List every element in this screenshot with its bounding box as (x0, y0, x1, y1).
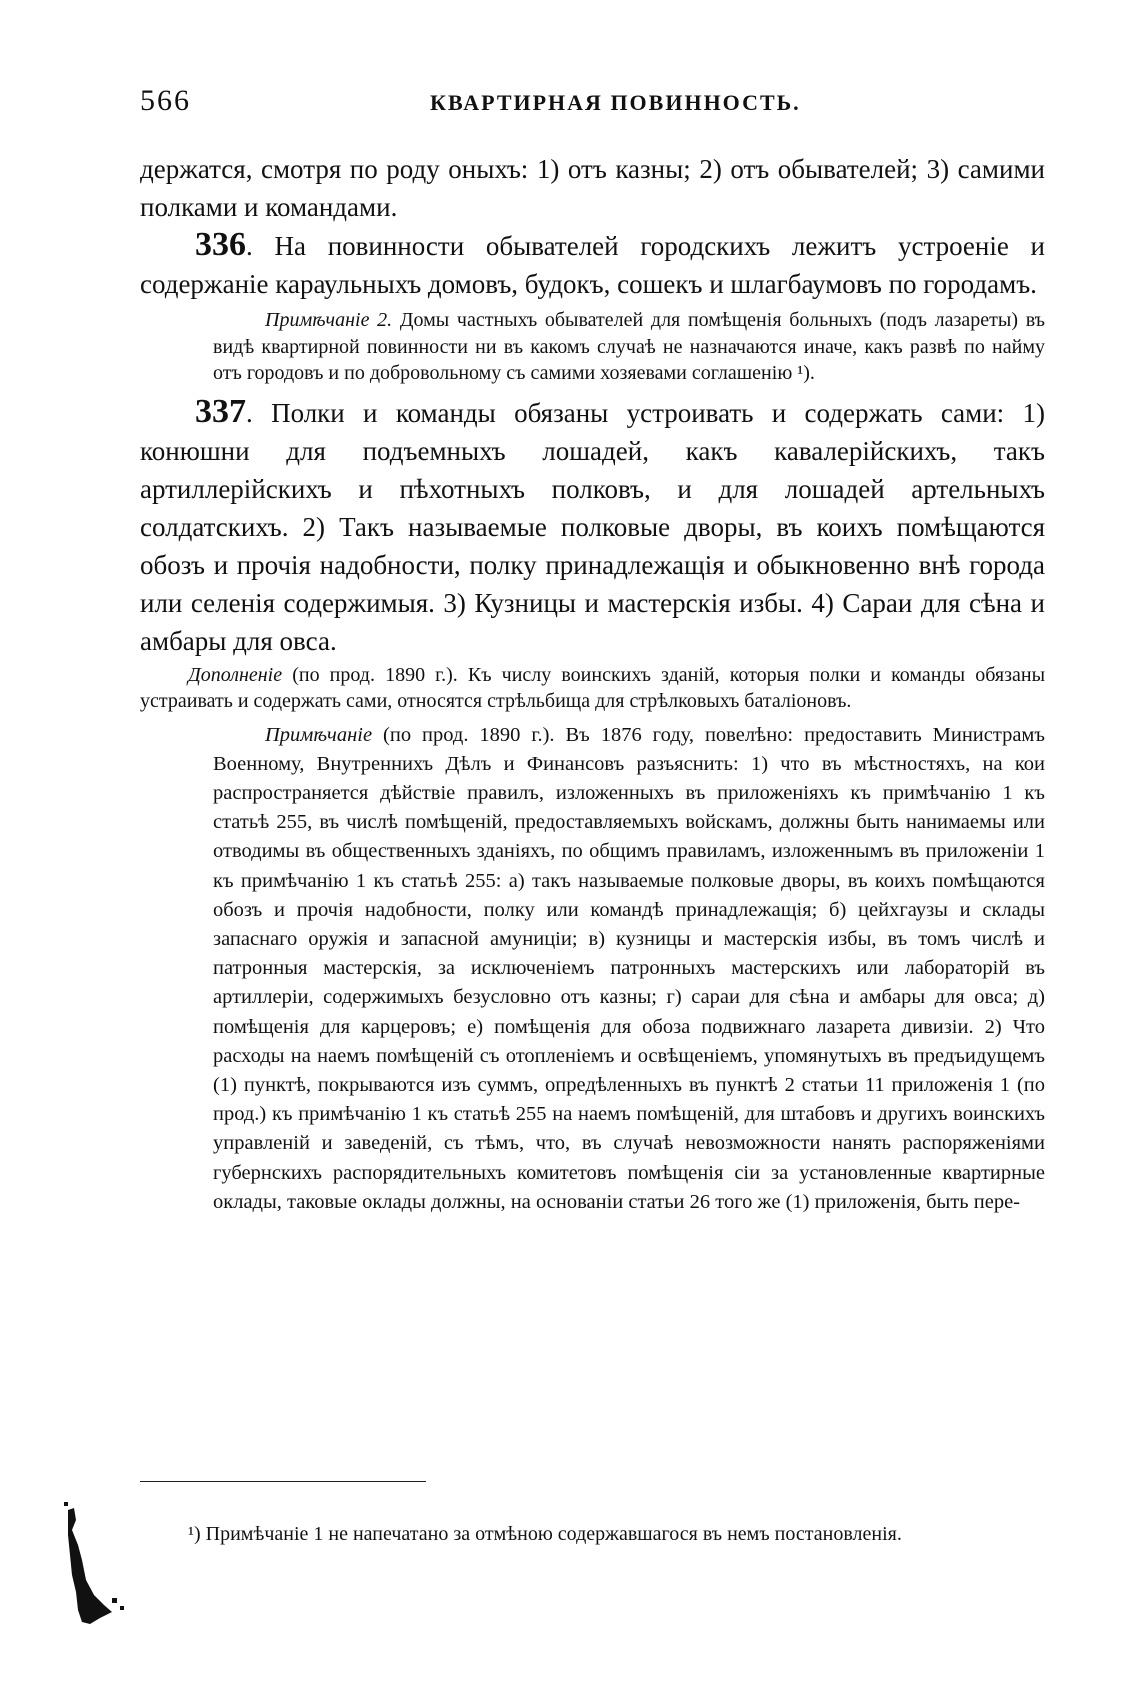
note-main-lead: Примѣчаніе (265, 723, 373, 746)
note-2-text: Домы частныхъ обывателей для помѣщенія больныхъ (подъ лазареты) въ видѣ квартирной повинности ни въ какомъ случаѣ не назначаются иначе, какъ развѣ по найму отъ городовъ и по добровольному съ самими хозяевами соглашенію ¹). (213, 309, 1045, 384)
addendum-lead: Дополненіе (188, 663, 283, 686)
footnote-text: ¹) Примѣчаніе 1 не напечатано за отмѣною содержавшагося въ немъ постановленія. (188, 1523, 902, 1545)
paragraph-intro: держатся, смотря по роду оныхъ: 1) отъ казны; 2) отъ обывателей; 3) самими полками и командами. (140, 154, 1045, 222)
section-336-text: . На повинности обывателей городскихъ лежитъ устроеніе и содержаніе караульныхъ домовъ, будокъ, сошекъ и шлагбаумовъ по городамъ. (140, 231, 1045, 299)
section-number-337: 337 (195, 392, 246, 430)
note-2-lead: Примѣчаніе 2. (265, 309, 393, 331)
section-337-text: . Полки и команды обязаны устроивать и содержать сами: 1) конюшни для подъемныхъ лошадей, какъ кавалерійскихъ, такъ артиллерійскихъ и пѣхотныхъ полковъ, и для лошадей артельныхъ солдатскихъ. 2) Такъ называемые полковые дворы, въ коихъ помѣщаются обозъ и прочія надобности, полку принадлежащія и обыкновенно внѣ города или селенія содержимыя. 3) Кузницы и мастерскія избы. 4) Сараи для сѣна и амбары для овса. (140, 397, 1045, 656)
section-number-336: 336 (195, 226, 246, 263)
note-main-text: (по прод. 1890 г.). Въ 1876 году, повелѣно: предоставить Министрамъ Военному, Внутреннихъ Дѣлъ и Финансовъ разъяснить: 1) что въ мѣстностяхъ, на кои распространяется дѣйствіе правилъ, изложенныхъ въ приложеніяхъ къ примѣчанію 1 къ статьѣ 255, въ числѣ помѣщеній, предоставляемыхъ войскамъ, должны быть нанимаемы или отводимы въ общественныхъ зданіяхъ, по общимъ правиламъ, изложеннымъ въ приложеніи 1 къ примѣчанію 1 къ статьѣ 255: а) такъ называемые полковые дворы, въ коихъ помѣщаются обозъ и прочія надобности, полку или командѣ принадлежащія; б) цейхгаузы и склады запаснаго оружія и запасной амуниціи; в) кузницы и мастерскія избы, въ томъ числѣ и патронныя мастерскія, за исключеніемъ патронныхъ мастерскихъ или лабораторій въ артиллеріи, содержимыхъ безусловно отъ казны; г) сараи для сѣна и амбары для овса; д) помѣщенія для карцеровъ; е) помѣщенія для обоза подвижнаго лазарета дивизіи. 2) Что расходы на наемъ помѣщеній съ отопленіемъ и освѣщеніемъ, упомянутыхъ въ предъидущемъ (1) пунктѣ, покрываются изъ суммъ, опредѣленныхъ въ пунктѣ 2 статьи 11 приложенія 1 (по прод.) къ примѣчанію 1 къ статьѣ 255 на наемъ помѣщеній, для штабовъ и другихъ воинскихъ управленій и заведеній, съ тѣмъ, что, въ случаѣ невозможности нанять распоряженіями губернскихъ распорядительныхъ комитетовъ помѣщенія сіи за установленные квартирные оклады, таковые оклады должны, на основаніи статьи 26 того же (1) приложенія, быть пере- (213, 723, 1045, 1213)
scan-artifact-icon (60, 1500, 140, 1630)
footnote (140, 1520, 1045, 1548)
addendum-text: (по прод. 1890 г.). Къ числу воинскихъ зданій, которыя полки и команды обязаны устраивать и содержать сами, относятся стрѣльбища для стрѣлковыхъ баталіоновъ. (140, 663, 1045, 712)
footnote-rule (140, 1481, 426, 1482)
section-336 (140, 226, 1045, 303)
addendum (140, 662, 1045, 715)
page-header (140, 84, 1045, 124)
body-text (140, 150, 1045, 1217)
note-main (213, 721, 1045, 1217)
page-number: 566 (140, 84, 191, 117)
note-2 (213, 307, 1045, 387)
section-337 (140, 393, 1045, 660)
running-title: КВАРТИРНАЯ ПОВИННОСТЬ. (430, 90, 801, 115)
